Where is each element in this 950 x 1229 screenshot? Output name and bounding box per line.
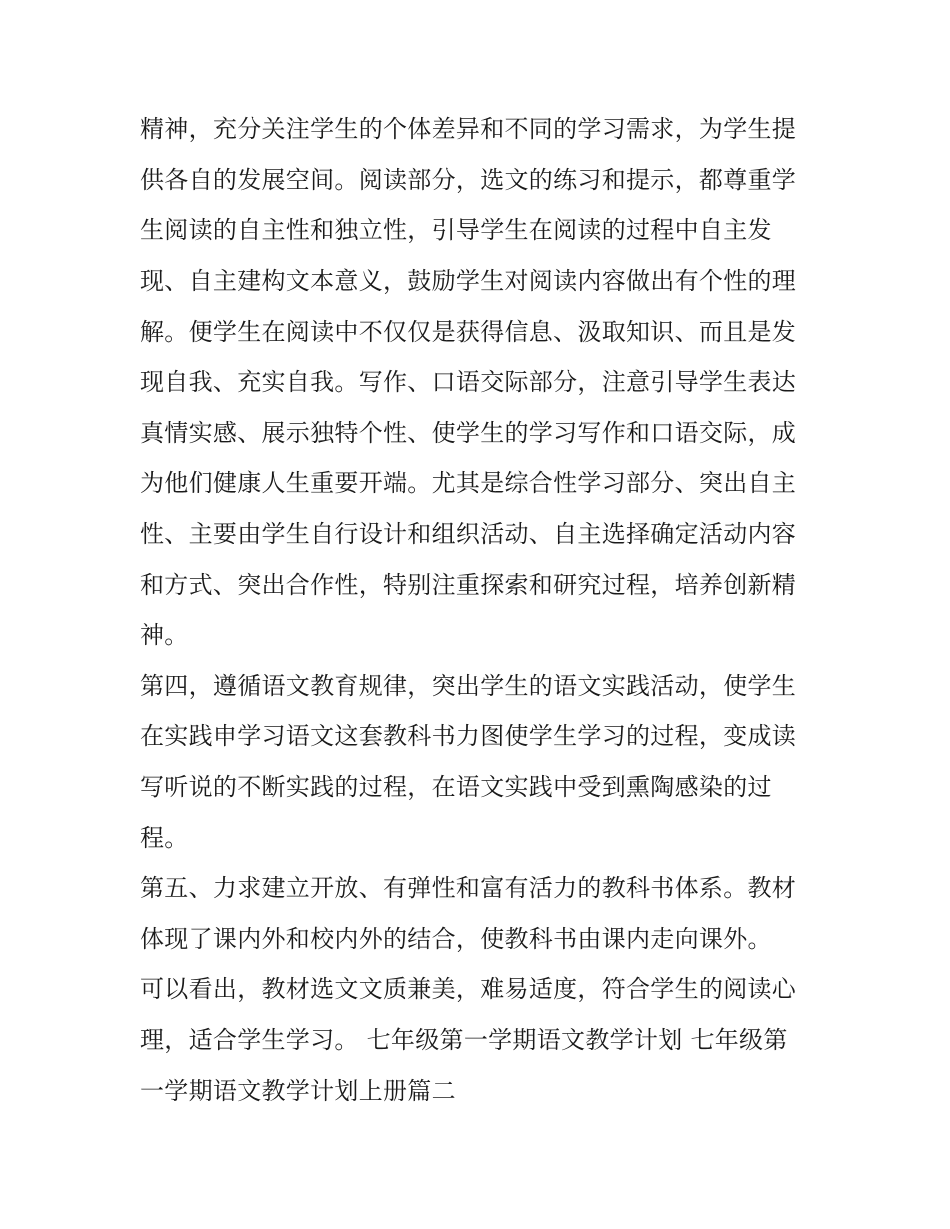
text-line: 性、主要由学生自行设计和组织活动、自主选择确定活动内容 — [140, 520, 797, 548]
text-line: 解。便学生在阅读中不仅仅是获得信息、汲取知识、而且是发 — [140, 318, 797, 346]
text-line: 写听说的不断实践的过程，在语文实践中受到熏陶感染的过 — [140, 773, 772, 801]
text-line: 一学期语文教学计划上册篇二 — [140, 1077, 456, 1105]
text-line: 现自我、充实自我。写作、口语交际部分，注意引导学生表达 — [140, 368, 797, 396]
text-line: 神。 — [140, 621, 189, 649]
text-line: 可以看出，教材选文文质兼美，难易适度，符合学生的阅读心 — [140, 975, 797, 1003]
text-line: 供各自的发展空间。阅读部分，选文的练习和提示，都尊重学 — [140, 166, 797, 194]
text-line: 生阅读的自主性和独立性，引导学生在阅读的过程中自主发 — [140, 216, 772, 244]
text-line: 精神，充分关注学生的个体差异和不同的学习需求，为学生提 — [140, 115, 797, 143]
text-line: 第四，遵循语文教育规律，突出学生的语文实践活动，使学生 — [140, 672, 797, 700]
text-line: 和方式、突出合作性，特别注重探索和研究过程，培养创新精 — [140, 571, 797, 599]
text-line: 现、自主建构文本意义，鼓励学生对阅读内容做出有个性的理 — [140, 267, 797, 295]
text-line: 体现了课内外和校内外的结合，使教科书由课内走向课外。 — [140, 925, 772, 953]
text-line: 真情实感、展示独特个性、使学生的学习写作和口语交际，成 — [140, 419, 797, 447]
text-line: 在实践申学习语文这套教科书力图使学生学习的过程，变成读 — [140, 722, 797, 750]
text-line: 理，适合学生学习。 七年级第一学期语文教学计划 七年级第 — [140, 1026, 788, 1054]
text-line: 程。 — [140, 824, 189, 852]
text-line: 第五、力求建立开放、有弹性和富有活力的教科书体系。教材 — [140, 874, 797, 902]
text-line: 为他们健康人生重要开端。尤其是综合性学习部分、突出自主 — [140, 469, 797, 497]
